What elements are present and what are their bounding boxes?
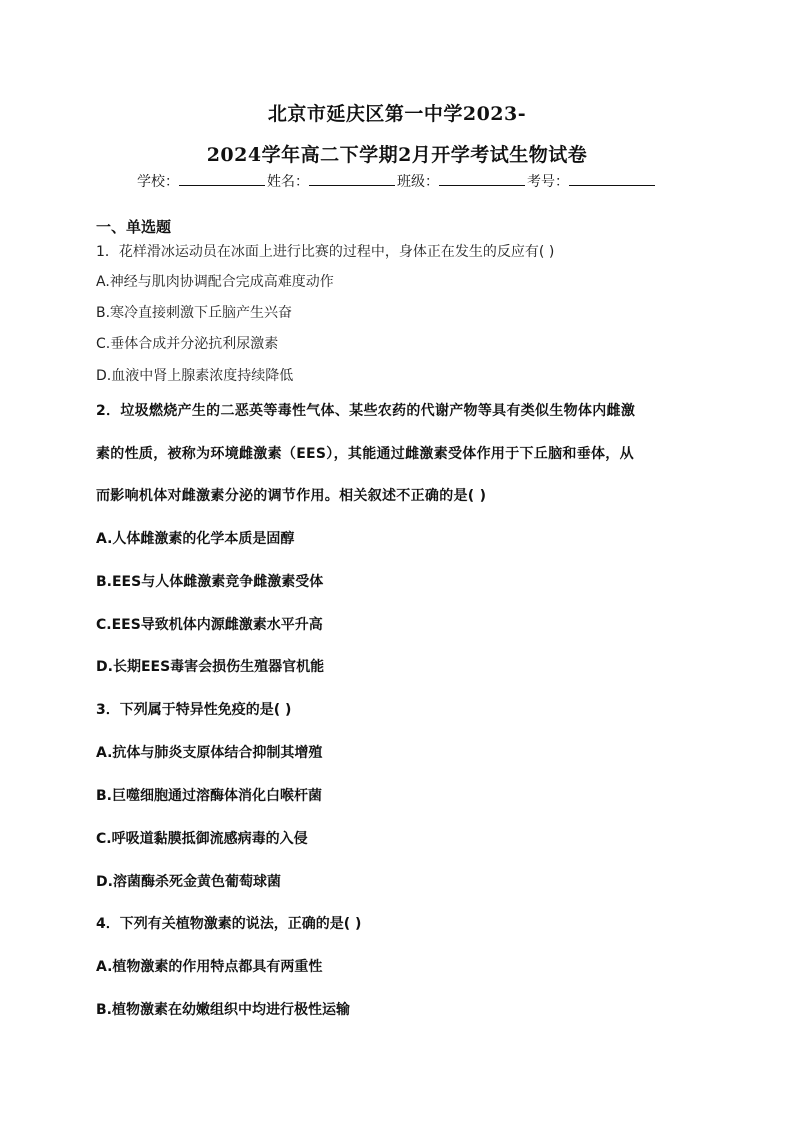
question-2-option-c: C.EES导致机体内源雌激素水平升高 bbox=[96, 617, 323, 633]
question-1-stem: 1．花样滑冰运动员在冰面上进行比赛的过程中，身体正在发生的反应有( ) bbox=[96, 244, 555, 260]
question-4-option-a: A.植物激素的作用特点都具有两重性 bbox=[96, 959, 323, 975]
question-2-stem-line1: 2．垃圾燃烧产生的二恶英等毒性气体、某些农药的代谢产物等具有类似生物体内雌激 bbox=[96, 403, 636, 419]
question-3-option-b: B.巨噬细胞通过溶酶体消化白喉杆菌 bbox=[96, 788, 322, 804]
question-3-stem: 3．下列属于特异性免疫的是( ) bbox=[96, 702, 292, 718]
question-1-option-d: D.血液中肾上腺素浓度持续降低 bbox=[96, 368, 294, 384]
school-label: 学校： bbox=[137, 174, 179, 190]
question-3-option-c: C.呼吸道黏膜抵御流感病毒的入侵 bbox=[96, 831, 308, 847]
student-info-line bbox=[0, 171, 794, 191]
school-blank bbox=[179, 173, 265, 186]
question-3-option-a: A.抗体与肺炎支原体结合抑制其增殖 bbox=[96, 745, 323, 761]
exam-title-line2: 2024学年高二下学期2月开学考试生物试卷 bbox=[206, 144, 588, 166]
class-label: 班级： bbox=[397, 174, 439, 190]
question-2-option-b: B.EES与人体雌激素竞争雌激素受体 bbox=[96, 574, 324, 590]
question-1-option-c: C.垂体合成并分泌抗利尿激素 bbox=[96, 336, 279, 352]
exam-no-label: 考号： bbox=[527, 174, 569, 190]
exam-no-blank bbox=[569, 173, 655, 186]
question-4-stem: 4．下列有关植物激素的说法，正确的是( ) bbox=[96, 916, 362, 932]
name-blank bbox=[309, 173, 395, 186]
question-2-option-a: A.人体雌激素的化学本质是固醇 bbox=[96, 531, 295, 547]
question-1-option-a: A.神经与肌肉协调配合完成高难度动作 bbox=[96, 274, 334, 290]
question-2-option-d: D.长期EES毒害会损伤生殖器官机能 bbox=[96, 659, 325, 675]
question-2-stem-line3: 而影响机体对雌激素分泌的调节作用。相关叙述不正确的是( ) bbox=[96, 488, 487, 504]
question-1-option-b: B.寒冷直接刺激下丘脑产生兴奋 bbox=[96, 305, 293, 321]
exam-title-line1: 北京市延庆区第一中学2023- bbox=[267, 103, 527, 125]
name-label: 姓名： bbox=[267, 174, 309, 190]
question-2-stem-line2: 素的性质，被称为环境雌激素（EES），其能通过雌激素受体作用于下丘脑和垂体，从 bbox=[96, 446, 634, 462]
question-4-option-b: B.植物激素在幼嫩组织中均进行极性运输 bbox=[96, 1002, 350, 1018]
section-heading: 一、单选题 bbox=[96, 218, 172, 236]
class-blank bbox=[439, 173, 525, 186]
question-3-option-d: D.溶菌酶杀死金黄色葡萄球菌 bbox=[96, 874, 281, 890]
